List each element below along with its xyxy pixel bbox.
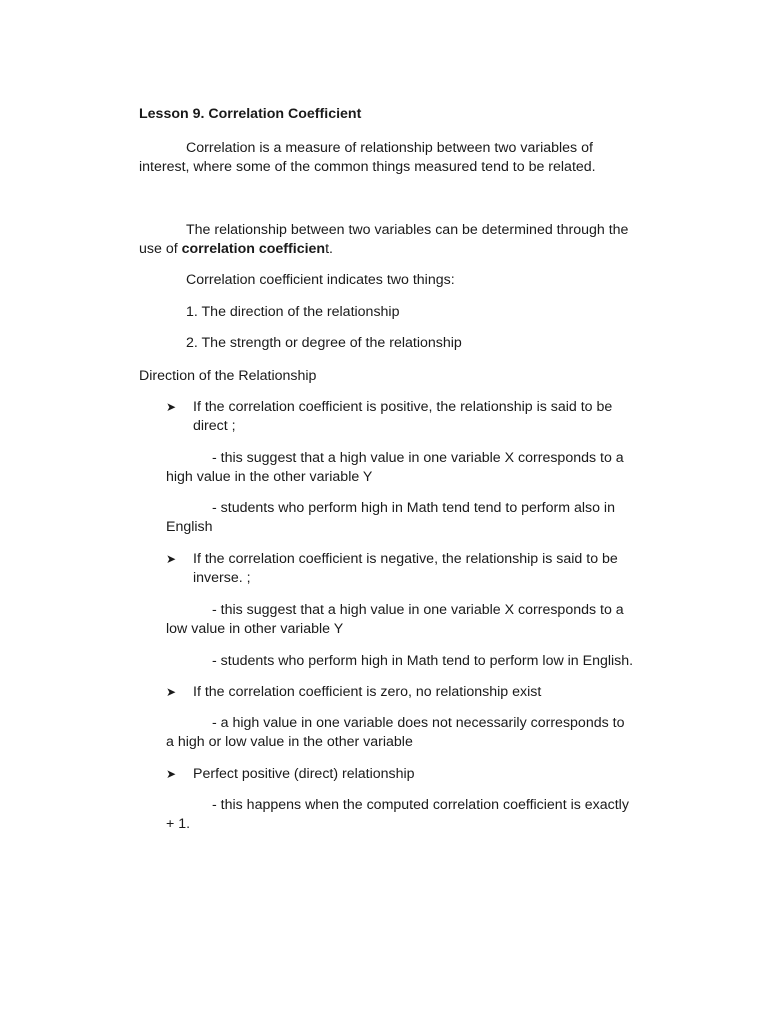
indicates-line: Correlation coefficient indicates two things:	[186, 272, 455, 288]
zero-note1-line-1: - a high value in one variable does not necessarily corresponds to	[212, 715, 625, 731]
negative-note1-line-1: - this suggest that a high value in one variable X corresponds to a	[212, 602, 624, 618]
positive-note2-line-1: - students who perform high in Math tend tend to perform also in	[212, 500, 615, 516]
lesson-title: Lesson 9. Correlation Coefficient	[139, 106, 362, 122]
relationship-line-1: The relationship between two variables can be determined through the	[186, 222, 629, 238]
list-item: 2. The strength or degree of the relationship	[186, 335, 462, 351]
positive-note1-line-1: - this suggest that a high value in one variable X corresponds to a	[212, 450, 624, 466]
arrow-bullet-icon: ➤	[166, 400, 177, 414]
zero-bullet-line-1: If the correlation coefficient is zero, no relationship exist	[193, 684, 542, 700]
negative-bullet-line-1: If the correlation coefficient is negative, the relationship is said to be	[193, 551, 618, 567]
perfect-bullet-line-1: Perfect positive (direct) relationship	[193, 766, 415, 782]
positive-bullet-line-2: direct ;	[193, 418, 236, 434]
negative-note2-line-1: - students who perform high in Math tend to perform low in English.	[212, 653, 634, 669]
negative-bullet-line-2: inverse. ;	[193, 570, 251, 586]
positive-note1-line-2: high value in the other variable Y	[166, 469, 373, 485]
relationship-line-2-prefix: use of	[139, 241, 182, 257]
direction-heading: Direction of the Relationship	[139, 368, 317, 384]
arrow-bullet-icon: ➤	[166, 767, 177, 781]
zero-note1-line-2: a high or low value in the other variable	[166, 734, 413, 750]
arrow-bullet-icon: ➤	[166, 552, 177, 566]
list-item: 1. The direction of the relationship	[186, 304, 400, 320]
intro-line-2: interest, where some of the common things measured tend to be related.	[139, 159, 596, 175]
intro-line-1: Correlation is a measure of relationship between two variables of	[186, 140, 593, 156]
correlation-coefficient-term: correlation coefficien	[181, 241, 326, 257]
negative-note1-line-2: low value in other variable Y	[166, 621, 344, 637]
perfect-note1-line-1: - this happens when the computed correlation coefficient is exactly	[212, 797, 629, 813]
relationship-line-2	[139, 239, 333, 259]
positive-bullet-line-1: If the correlation coefficient is positive, the relationship is said to be	[193, 399, 613, 415]
positive-note2-line-2: English	[166, 519, 213, 535]
relationship-line-2-suffix: t.	[325, 241, 333, 257]
arrow-bullet-icon: ➤	[166, 685, 177, 699]
perfect-note1-line-2: + 1.	[166, 816, 191, 832]
